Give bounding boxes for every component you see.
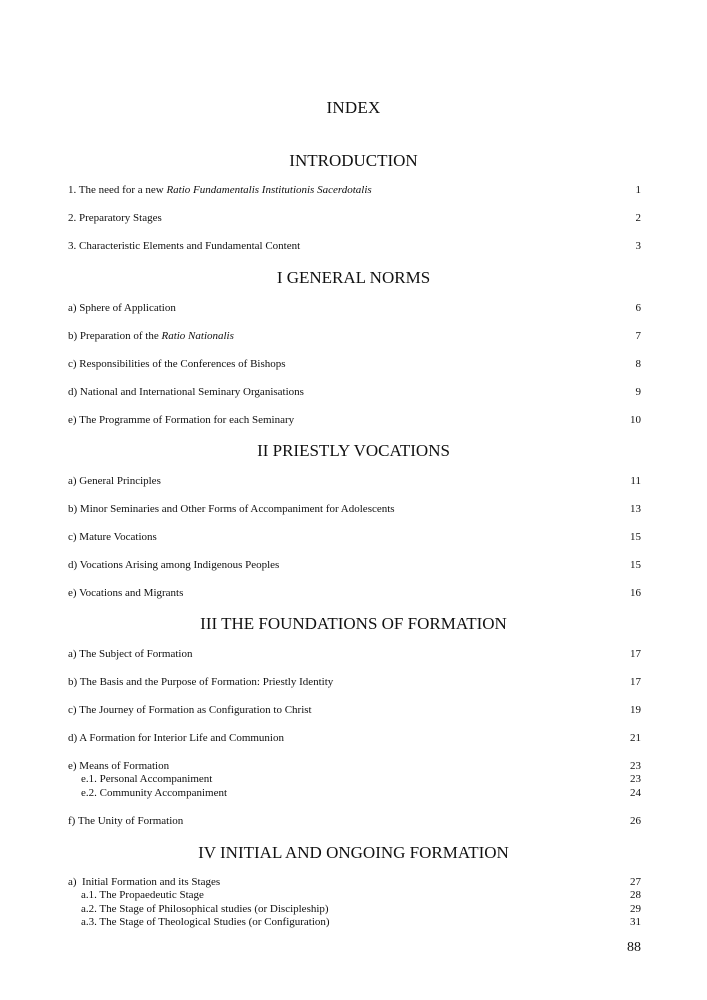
toc-entry-label-prefix: b) Preparation of the — [68, 330, 162, 342]
toc-entry-label: d) Vocations Arising among Indigenous Peoples — [68, 559, 280, 571]
toc-entry-label: e.2. Community Accompaniment — [81, 787, 228, 799]
toc-entry-page: 21 — [630, 732, 641, 744]
toc-entry-page: 31 — [630, 916, 641, 928]
toc-entry-page: 15 — [630, 531, 641, 543]
toc-entry-label: a) General Principles — [68, 475, 161, 487]
toc-entry-page: 6 — [635, 302, 641, 314]
toc-entry-label: a.1. The Propaedeutic Stage — [81, 889, 204, 901]
toc-entry-page: 19 — [630, 704, 641, 716]
toc-entry-page: 9 — [635, 386, 641, 398]
toc-entry-label — [68, 330, 234, 344]
toc-entry-label: a) Sphere of Application — [68, 302, 176, 314]
toc-entry-label: e) The Programme of Formation for each Seminary — [68, 414, 295, 426]
toc-entry-label: a.2. The Stage of Philosophical studies (or Discipleship) — [81, 903, 329, 915]
toc-entry-label: a) The Subject of Formation — [68, 648, 193, 660]
toc-entry-label: b) Minor Seminaries and Other Forms of Accompaniment for Adolescents — [68, 503, 395, 515]
toc-entry-label: b) The Basis and the Purpose of Formation: Priestly Identity — [68, 676, 334, 688]
toc-entry-label: e) Vocations and Migrants — [68, 587, 184, 599]
toc-entry-page: 16 — [630, 587, 641, 599]
section-heading-introduction: INTRODUCTION — [289, 151, 418, 170]
toc-entry-label: d) A Formation for Interior Life and Communion — [68, 732, 284, 744]
toc-entry-label-prefix: 1. The need for a new — [68, 184, 167, 196]
section-heading-initial-ongoing-formation: IV INITIAL AND ONGOING FORMATION — [198, 843, 509, 862]
toc-entry-page: 3 — [635, 240, 641, 252]
section-heading-priestly-vocations: II PRIESTLY VOCATIONS — [257, 441, 450, 460]
toc-entry-label-italic: Ratio Nationalis — [161, 330, 234, 342]
toc-entry-page: 23 — [630, 773, 641, 785]
toc-entry-label: e.1. Personal Accompaniment — [81, 773, 213, 785]
toc-entry-label: c) The Journey of Formation as Configuration to Christ — [68, 704, 312, 716]
toc-entry-page: 10 — [630, 414, 641, 426]
toc-entry-label-italic: Ratio Fundamentalis Institutionis Sacerdotalis — [166, 184, 372, 196]
toc-entry-label: a.3. The Stage of Theological Studies (or Configuration) — [81, 916, 330, 928]
toc-entry-label: 2. Preparatory Stages — [68, 212, 162, 224]
toc-entry-label — [68, 184, 372, 198]
toc-entry-page: 28 — [630, 889, 641, 901]
toc-entry-label: d) National and International Seminary Organisations — [68, 386, 304, 398]
toc-entry-page: 2 — [635, 212, 641, 224]
toc-entry-page: 23 — [630, 760, 641, 772]
toc-entry-page: 7 — [635, 330, 641, 342]
section-heading-general-norms: I GENERAL NORMS — [276, 268, 431, 287]
toc-entry-label: 3. Characteristic Elements and Fundamental Content — [68, 240, 301, 252]
toc-entry-page: 27 — [630, 876, 641, 888]
toc-entry-page: 17 — [630, 676, 641, 688]
toc-entry-page: 11 — [630, 475, 641, 487]
toc-entry-page: 8 — [635, 358, 641, 370]
index-title: INDEX — [326, 98, 381, 117]
toc-entry-label: c) Responsibilities of the Conferences of Bishops — [68, 358, 286, 370]
toc-entry-page: 13 — [630, 503, 641, 515]
toc-entry-label: a) Initial Formation and its Stages — [68, 876, 221, 888]
toc-entry-label: f) The Unity of Formation — [68, 815, 184, 827]
toc-entry-page: 15 — [630, 559, 641, 571]
toc-entry-page: 29 — [630, 903, 641, 915]
toc-entry-page: 24 — [630, 787, 641, 799]
section-heading-foundations-of-formation: III THE FOUNDATIONS OF FORMATION — [200, 614, 507, 633]
toc-entry-page: 17 — [630, 648, 641, 660]
toc-entry-page: 26 — [630, 815, 641, 827]
page-number: 88 — [627, 940, 641, 955]
toc-entry-page: 1 — [635, 184, 641, 196]
toc-entry-label: e) Means of Formation — [68, 760, 170, 772]
toc-entry-label: c) Mature Vocations — [68, 531, 157, 543]
